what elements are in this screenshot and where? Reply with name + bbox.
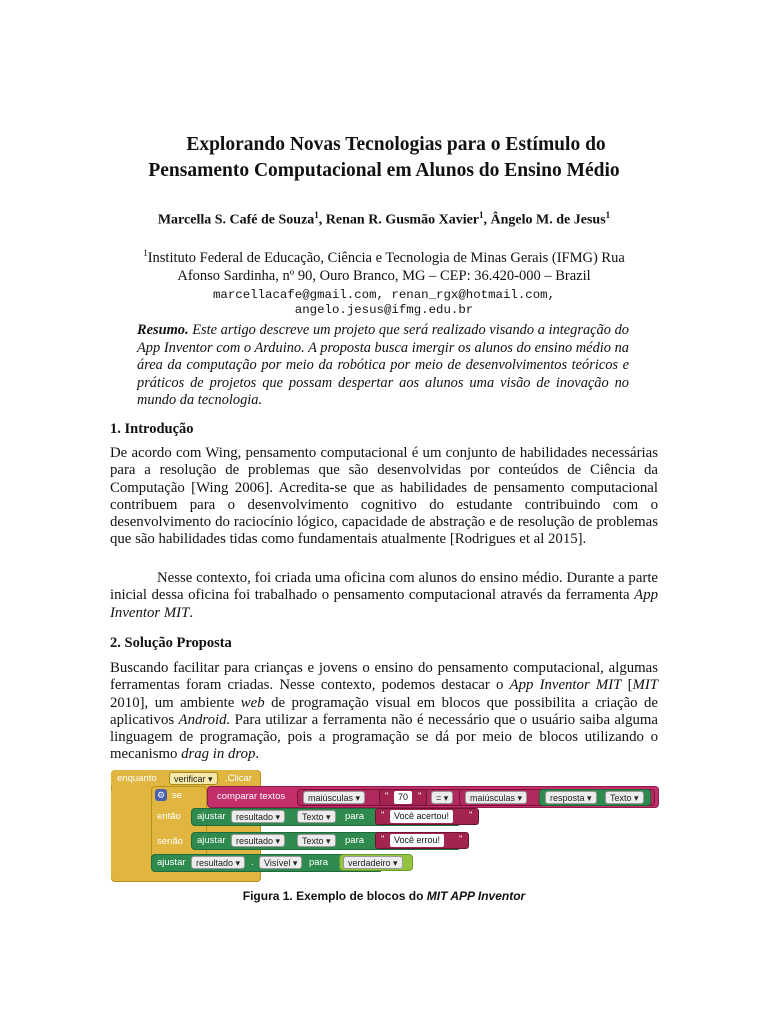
texto-dropdown-1[interactable]: Texto ▾ [605,791,644,804]
s2-text-a: Buscando facilitar para crianças e jovens o ensino do pensamento computacional, algumas ferramentas foram criadas. Nesse contexto, podemos destacar o [110,660,658,694]
s2-em-1: App Inventor MIT [509,677,622,694]
s2-text-d: de programação visual em blocos que possibilita a criação de aplicativos [110,694,658,728]
quote-open-3: " [381,834,385,845]
s2-em-3: web [240,694,265,711]
texto-dropdown-3[interactable]: Texto ▾ [297,834,336,847]
s2-text-b: [ [621,677,633,694]
para-label-1: para [345,811,365,822]
s2-text-c: 2010], um ambiente [110,694,241,711]
abstract-label: Resumo. [137,322,189,338]
gear-icon[interactable]: ⚙ [156,790,166,800]
enquanto-label: enquanto [117,773,157,784]
author-3: Ângelo M. de Jesus [490,212,606,228]
quote-open-2: " [381,810,385,821]
title-line-1: Explorando Novas Tecnologias para o Estímulo do [186,134,606,155]
author-1: Marcella S. Café de Souza [157,212,315,228]
resposta-dropdown[interactable]: resposta ▾ [545,791,597,804]
resultado-dropdown-3[interactable]: resultado ▾ [191,856,245,869]
affiliation-sup: 1 [143,248,148,258]
section-2-heading: 2. Solução Proposta [110,635,232,651]
s2-em-4: Android. [178,711,231,728]
paper-title [110,132,658,184]
compare-texts-label: comparar textos [217,791,286,802]
s2-text-f: . [255,746,260,763]
senao-label: senão [157,836,183,847]
author-2-sup: 1 [479,210,484,220]
se-label: se [172,790,183,801]
affiliation-line-2: Afonso Sardinha, nº 90, Ouro Branco, MG – CEP: 36.420-000 – Brazil [177,267,591,284]
section-1-heading: 1. Introdução [110,421,194,437]
author-3-sup: 1 [605,210,611,220]
section-1-p2-end: . [189,604,194,621]
section-1-paragraph-1: De acordo com Wing, pensamento computacional é um conjunto de habilidades necessárias para a resolução de problemas que são desenvolvidas por conteúdos de Ciência da Computação [Wing 2006]. Acredita-se que as habilidades de pensamento computacional contribuem para o desenvolvimento cognitivo do estudante contribuindo com o desenvolvimento do raciocínio lógico, capacidade de abstração e de resolução de problemas que são habilidades tidas como fundamentais atualmente [Rodrigues et al 2015]. [110,445,658,548]
ajustar-label-3: ajustar [157,857,186,868]
s2-em-5: drag in drop [181,746,256,763]
maiusculas-dropdown-1[interactable]: maiúsculas ▾ [303,791,365,804]
abstract-text: Este artigo descreve um projeto que será realizado visando a integração do App Inventor com o Arduino. A proposta busca imergir os alunos do ensino médio na área da computação por meio da robótica por meio de desenvolvimentos teóricos e práticos de projetos que possam despertar aos alunos uma visão de inovação no mundo da tecnologia. [137,322,629,408]
quote-close-3: " [459,834,463,845]
s2-text-e: Para utilizar a ferramenta não é necessário que o usuário saiba alguma linguagem de programação, pois a programação se dá por meio de blocos utilizando o mecanismo [110,711,658,763]
author-list [100,210,668,229]
acertou-value[interactable]: Você acertou! [390,810,453,823]
author-2: Renan R. Gusmão Xavier [325,212,480,228]
visivel-dropdown[interactable]: Visível ▾ [259,856,302,869]
email-list [110,288,658,318]
resultado-dropdown-2[interactable]: resultado ▾ [231,834,285,847]
author-sep: , [483,212,491,228]
dot-label: . [251,857,254,868]
quote-close-1: " [418,791,422,802]
author-1-sup: 1 [314,210,319,220]
quote-open-1: " [385,791,389,802]
verdadeiro-dropdown[interactable]: verdadeiro ▾ [343,856,403,869]
caption-emphasis: MIT APP Inventor [426,889,526,903]
ajustar-label-2: ajustar [197,835,226,846]
entao-label: então [157,811,181,822]
clicar-label: .Clicar [225,773,252,784]
title-line-2: Pensamento Computacional em Alunos do Ensino Médio [148,160,620,181]
blocks-figure [111,770,661,882]
errou-value[interactable]: Você errou! [390,834,444,847]
email-line-2: angelo.jesus@ifmg.edu.br [294,303,474,317]
email-line-1: marcellacafe@gmail.com, renan_rgx@hotmail.com, [212,288,556,302]
quote-close-2: " [469,810,473,821]
author-sep: , [318,212,326,228]
para-label-3: para [309,857,329,868]
section-1-p2-text: Nesse contexto, foi criada uma oficina com alunos do ensino médio. Durante a parte inicial dessa oficina foi trabalhado o pensamento computacional através da ferramenta [110,570,658,604]
affiliation-line-1: Instituto Federal de Educação, Ciência e Tecnologia de Minas Gerais (IFMG) Rua [147,249,625,266]
section-1-p2-emphasis: App Inventor MIT [110,587,658,621]
para-label-2: para [345,835,365,846]
maiusculas-dropdown-2[interactable]: maiúsculas ▾ [465,791,527,804]
caption-prefix: Figura 1. Exemplo de blocos do [242,889,427,903]
section-2-paragraph-1 [110,660,658,764]
section-1-paragraph-2 [110,570,658,622]
ajustar-label-1: ajustar [197,811,226,822]
equals-dropdown[interactable]: = ▾ [431,791,453,804]
abstract [137,322,629,410]
event-block-rail [111,788,151,880]
affiliation [110,244,658,285]
texto-dropdown-2[interactable]: Texto ▾ [297,810,336,823]
value-70[interactable]: 70 [394,791,412,804]
s2-em-2: MIT [632,677,658,694]
verificar-dropdown: verificar ▾ [169,772,218,785]
figure-caption [110,889,658,903]
resultado-dropdown-1[interactable]: resultado ▾ [231,810,285,823]
